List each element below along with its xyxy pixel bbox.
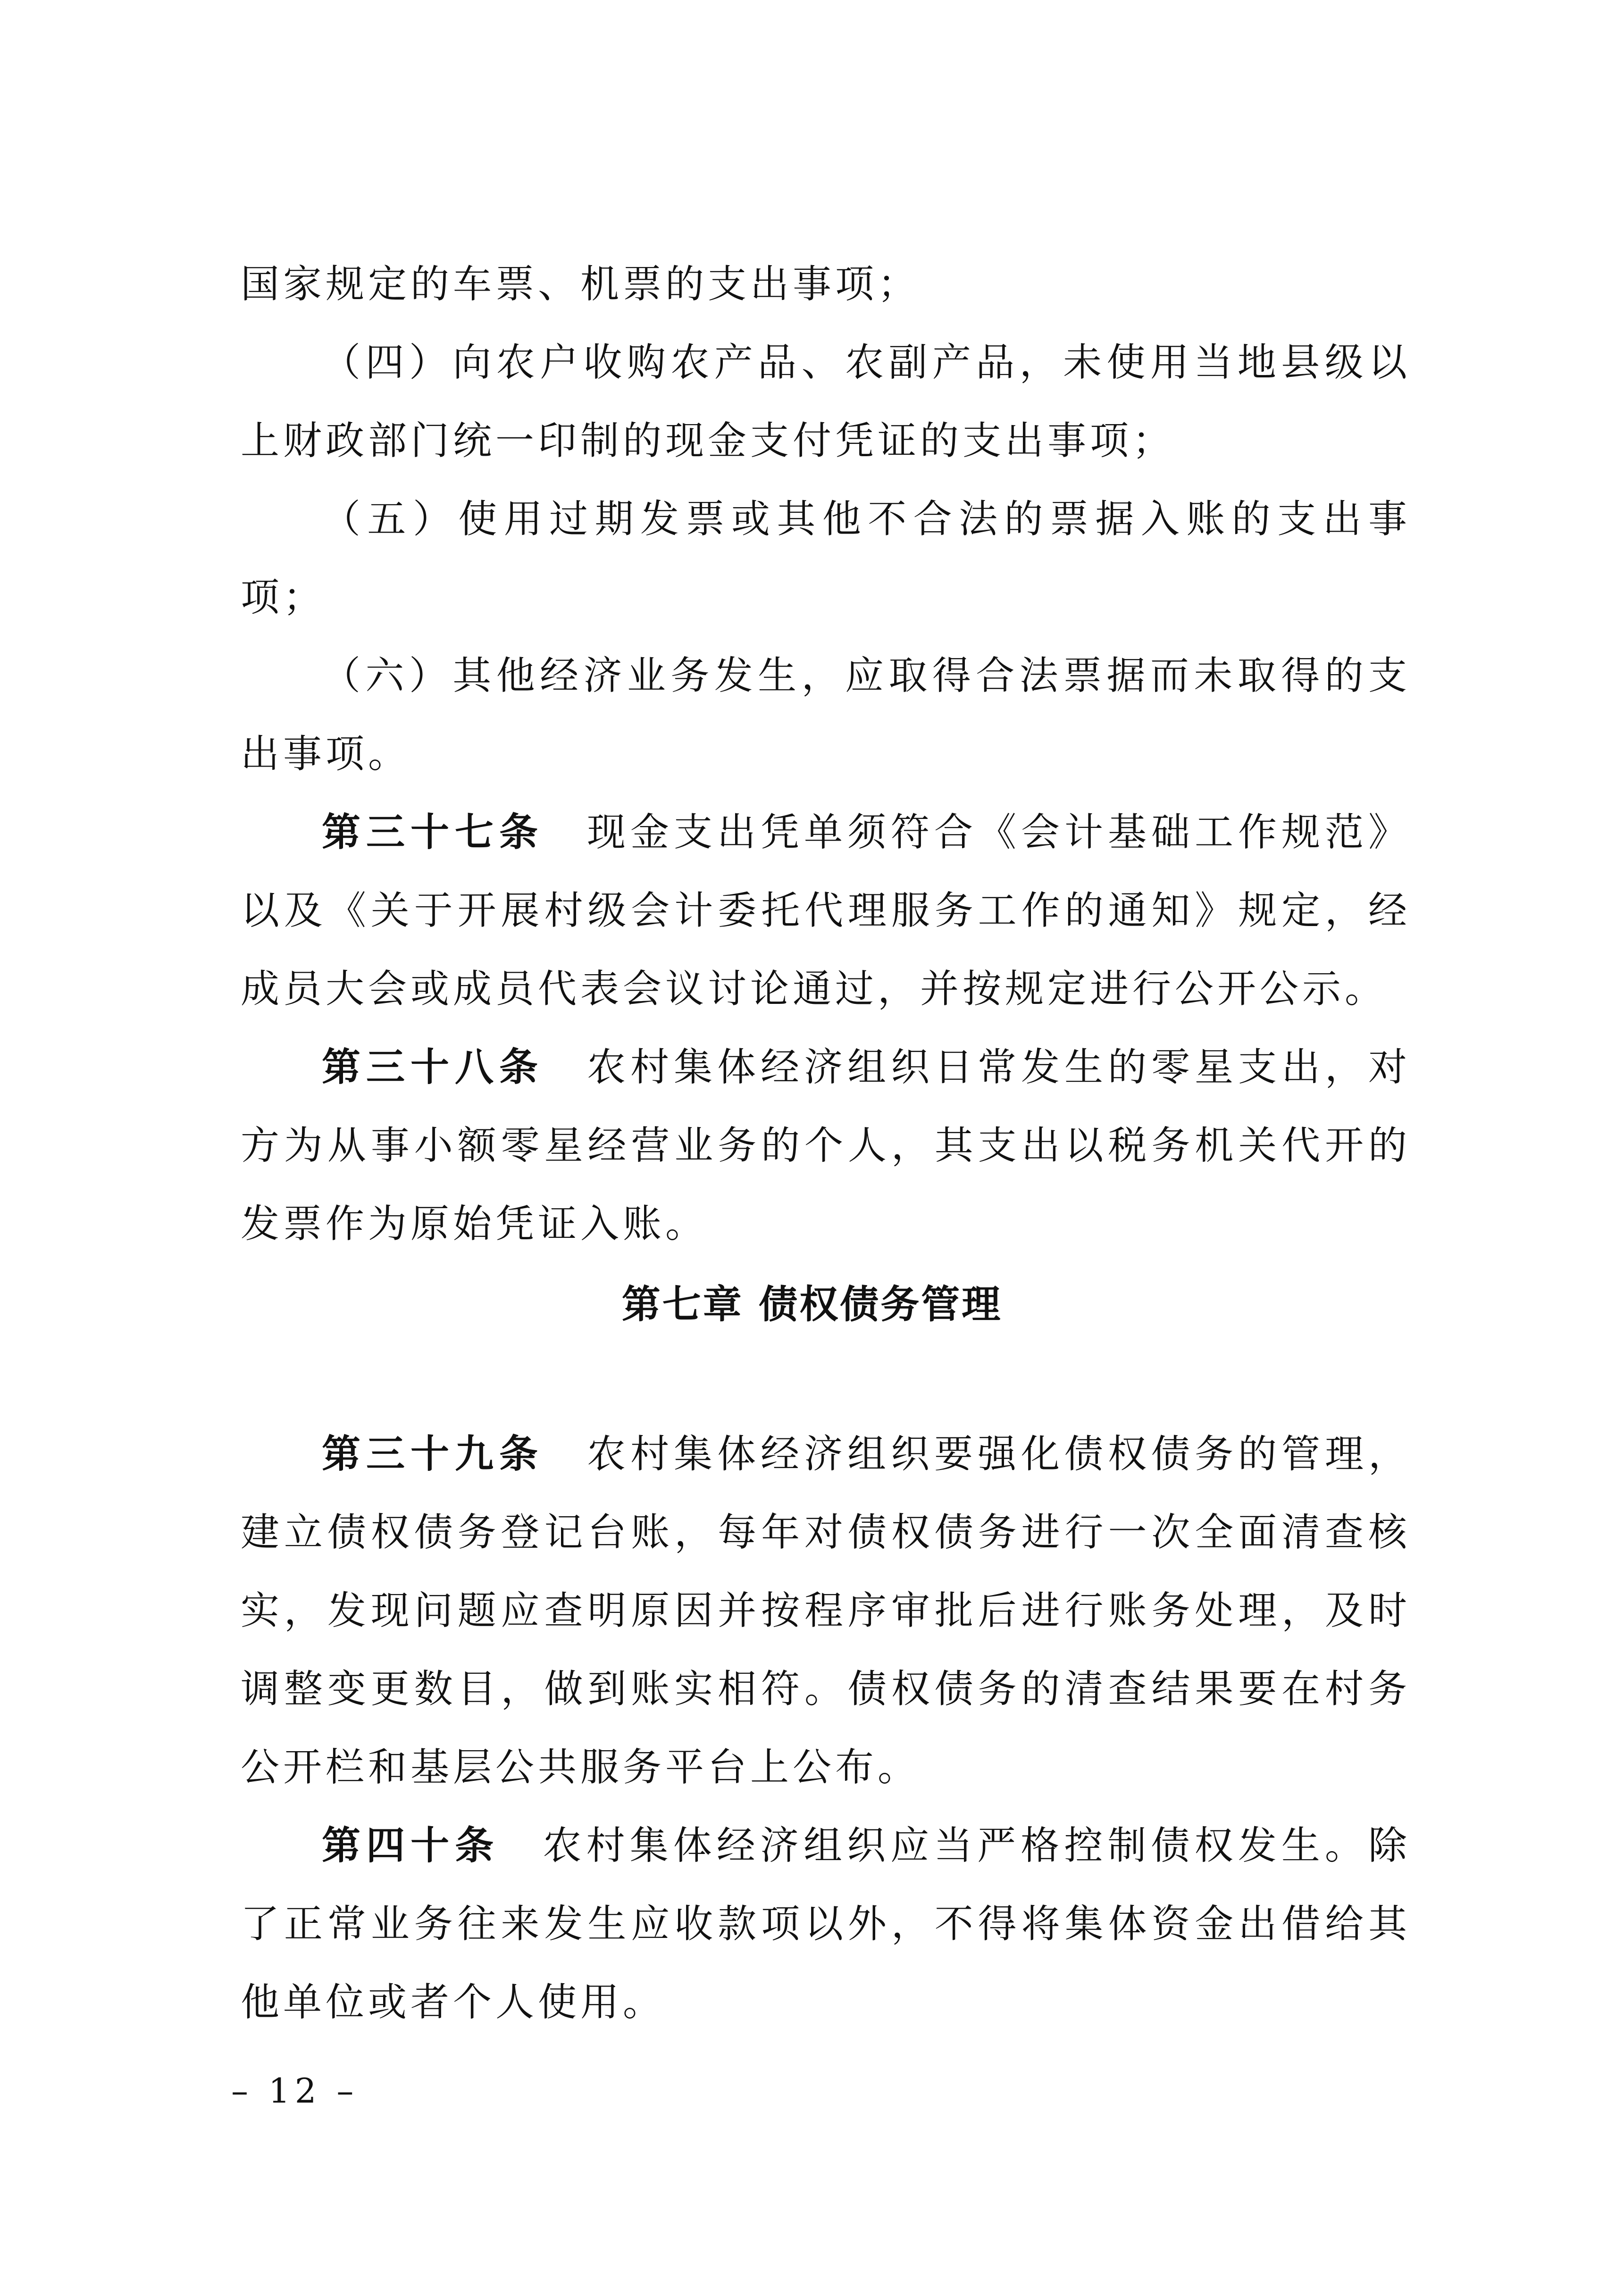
article-40	[241, 1807, 1411, 2042]
article-37-number: 第三十七条	[322, 810, 544, 855]
text-block-upper	[241, 245, 1411, 1263]
article-37-text: 现金支出凭单须符合《会计基础工作规范》以及《关于开展村级会计委托代理服务工作的通知》规定，经成员大会或成员代表会议讨论通过，并按规定进行公开公示。	[241, 810, 1411, 1011]
article-39	[241, 1415, 1411, 1807]
paragraph-item-5: （五）使用过期发票或其他不合法的票据入账的支出事项；	[241, 497, 1411, 620]
chapter-title: 第七章 债权债务管理	[621, 1282, 1003, 1327]
article-38	[241, 1028, 1411, 1263]
paragraph-item-4: （四）向农户收购农产品、农副产品，未使用当地县级以上财政部门统一印制的现金支付凭证的支出事项；	[241, 340, 1411, 463]
article-38-number: 第三十八条	[322, 1045, 544, 1090]
page-number: – 12 –	[231, 2071, 359, 2111]
article-38-text: 农村集体经济组织日常发生的零星支出，对方为从事小额零星经营业务的个人，其支出以税务机关代开的发票作为原始凭证入账。	[241, 1045, 1411, 1246]
article-37	[241, 793, 1411, 1028]
paragraph-continuation: 国家规定的车票、机票的支出事项；	[241, 262, 921, 307]
article-40-number: 第四十条	[322, 1823, 500, 1868]
text-block-lower	[241, 1415, 1411, 2042]
article-39-text: 农村集体经济组织要强化债权债务的管理，建立债权债务登记台账，每年对债权债务进行一次全面清查核实，发现问题应查明原因并按程序审批后进行账务处理，及时调整变更数目，做到账实相符。债权债务的清查结果要在村务公开栏和基层公共服务平台上公布。	[241, 1432, 1411, 1790]
paragraph-item-6: （六）其他经济业务发生，应取得合法票据而未取得的支出事项。	[241, 653, 1411, 776]
article-40-text: 农村集体经济组织应当严格控制债权发生。除了正常业务往来发生应收款项以外，不得将集体资金出借给其他单位或者个人使用。	[241, 1823, 1411, 2025]
article-39-number: 第三十九条	[322, 1432, 544, 1477]
